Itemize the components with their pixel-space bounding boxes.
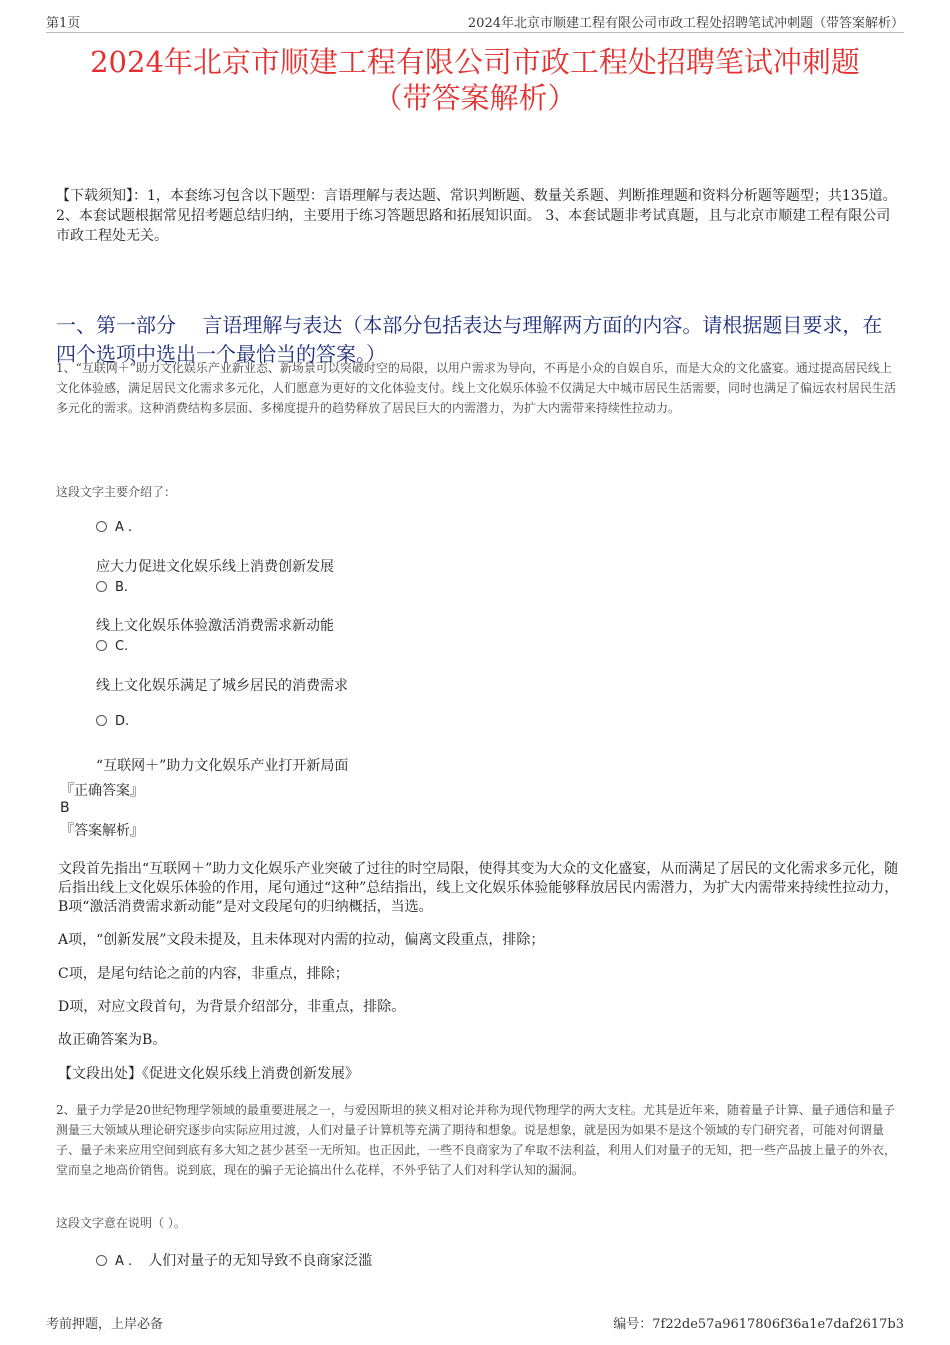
answer-label: 『正确答案』: [60, 783, 144, 799]
option-letter: C.: [115, 639, 129, 654]
section-heading: 一、第一部分 言语理解与表达（本部分包括表达与理解两方面的内容。请根据题目要求，在四个选项中选出一个最恰当的答案。）: [56, 313, 883, 366]
analysis-c: C项，是尾句结论之前的内容，非重点，排除；: [58, 966, 349, 982]
analysis-label: 『答案解析』: [60, 823, 144, 839]
question-1-stem: 1、“互联网＋”助力文化娱乐产业新业态、新场景可以突破时空的局限，以用户需求为导向，不再是小众的自娱自乐，而是大众的文化盛宴。通过提高居民线上文化体验感，满足居民文化需求多元化，人们愿意为更好的文化体验支付。线上文化娱乐体验不仅满足大中城市居民生活需要，同时也满足了偏远农村居民生活多元化的需求。这种消费结构多层面、多梯度提升的趋势释放了居民巨大的内需潜力，为扩大内需带来持续性拉动力。: [56, 361, 897, 415]
q2-option-a[interactable]: [96, 1250, 372, 1270]
header-divider: [46, 32, 904, 33]
q2-option-a-text: 人们对量子的无知导致不良商家泛滥: [148, 1253, 373, 1269]
radio-icon[interactable]: [96, 581, 107, 592]
page-title: [46, 44, 904, 116]
analysis-a: A项，“创新发展”文段未提及，且未体现对内需的拉动，偏离文段重点，排除；: [58, 932, 545, 948]
answer-value: B: [60, 800, 70, 816]
radio-icon[interactable]: [96, 521, 107, 532]
option-letter: A .: [115, 520, 133, 535]
text-source: 【文段出处】《促进文化娱乐线上消费创新发展》: [58, 1066, 359, 1082]
footer-serial: 编号：7f22de57a9617806f36a1e7daf2617b3: [613, 1317, 904, 1332]
analysis-d: D项，对应文段首句，为背景介绍部分，非重点，排除。: [58, 999, 406, 1015]
option-b[interactable]: [96, 580, 128, 595]
radio-icon[interactable]: [96, 715, 107, 726]
page-header: [46, 12, 904, 32]
page-number: 第1页: [46, 16, 81, 31]
analysis-conclusion: 故正确答案为B。: [58, 1032, 167, 1048]
analysis-text: 文段首先指出“互联网＋”助力文化娱乐产业突破了过往的时空局限，使得其变为大众的文化盛宴，从而满足了居民的文化需求多元化，随后指出线上文化娱乐体验的作用，尾句通过“这种”总结指出，线上文化娱乐体验能够释放居民内需潜力，为扩大内需带来持续性拉动力，B项“激活消费需求新动能”是对文段尾句的归纳概括，当选。: [58, 861, 899, 915]
option-letter: B.: [115, 580, 129, 595]
footer-slogan: 考前押题，上岸必备: [46, 1317, 164, 1332]
option-b-text: 线上文化娱乐体验激活消费需求新动能: [96, 618, 334, 634]
radio-icon[interactable]: [96, 1255, 107, 1266]
question-2-stem: 2、量子力学是20世纪物理学领域的最重要进展之一，与爱因斯坦的狭义相对论并称为现代物理学的两大支柱。尤其是近年来，随着量子计算、量子通信和量子测量三大领域从理论研究逐步向实际应用过渡，人们对量子计算机等充满了期待和想象。说是想象，就是因为如果不是这个领域的专门研究者，可能对何谓量子、量子未来应用空间到底有多大知之甚少甚至一无所知。也正因此，一些不良商家为了牟取不法利益，利用人们对量子的无知，把一些产品披上量子的外衣，堂而皇之地高价销售。说到底，现在的骗子无论搞出什么花样，不外乎钻了人们对科学认知的漏洞。: [56, 1103, 897, 1177]
option-c[interactable]: [96, 639, 128, 654]
question-1-prompt: 这段文字主要介绍了：: [56, 485, 177, 499]
download-notice: 【下载须知】：1，本套练习包含以下题型：言语理解与表达题、常识判断题、数量关系题、判断推理题和资料分析题等题型；共135道。 2、本套试题根据常见招考题总结归纳，主要用于练习答题思路和拓展知识面。 3、本套试题非考试真题，且与北京市顺建工程有限公司市政工程处无关。: [56, 188, 897, 244]
title-line-2: （带答案解析）: [373, 81, 577, 115]
title-line-1: 2024年北京市顺建工程有限公司市政工程处招聘笔试冲刺题: [90, 45, 860, 79]
option-a[interactable]: [96, 520, 132, 535]
option-c-text: 线上文化娱乐满足了城乡居民的消费需求: [96, 678, 348, 694]
option-d-text: “互联网＋”助力文化娱乐产业打开新局面: [96, 758, 349, 774]
option-d[interactable]: [96, 714, 129, 729]
header-doc-title: 2024年北京市顺建工程有限公司市政工程处招聘笔试冲刺题（带答案解析）: [467, 16, 904, 31]
option-letter: D.: [115, 714, 130, 729]
option-letter: A .: [115, 1254, 133, 1269]
question-2-prompt: 这段文字意在说明（ ）。: [56, 1216, 186, 1230]
radio-icon[interactable]: [96, 640, 107, 651]
option-a-text: 应大力促进文化娱乐线上消费创新发展: [96, 559, 334, 575]
